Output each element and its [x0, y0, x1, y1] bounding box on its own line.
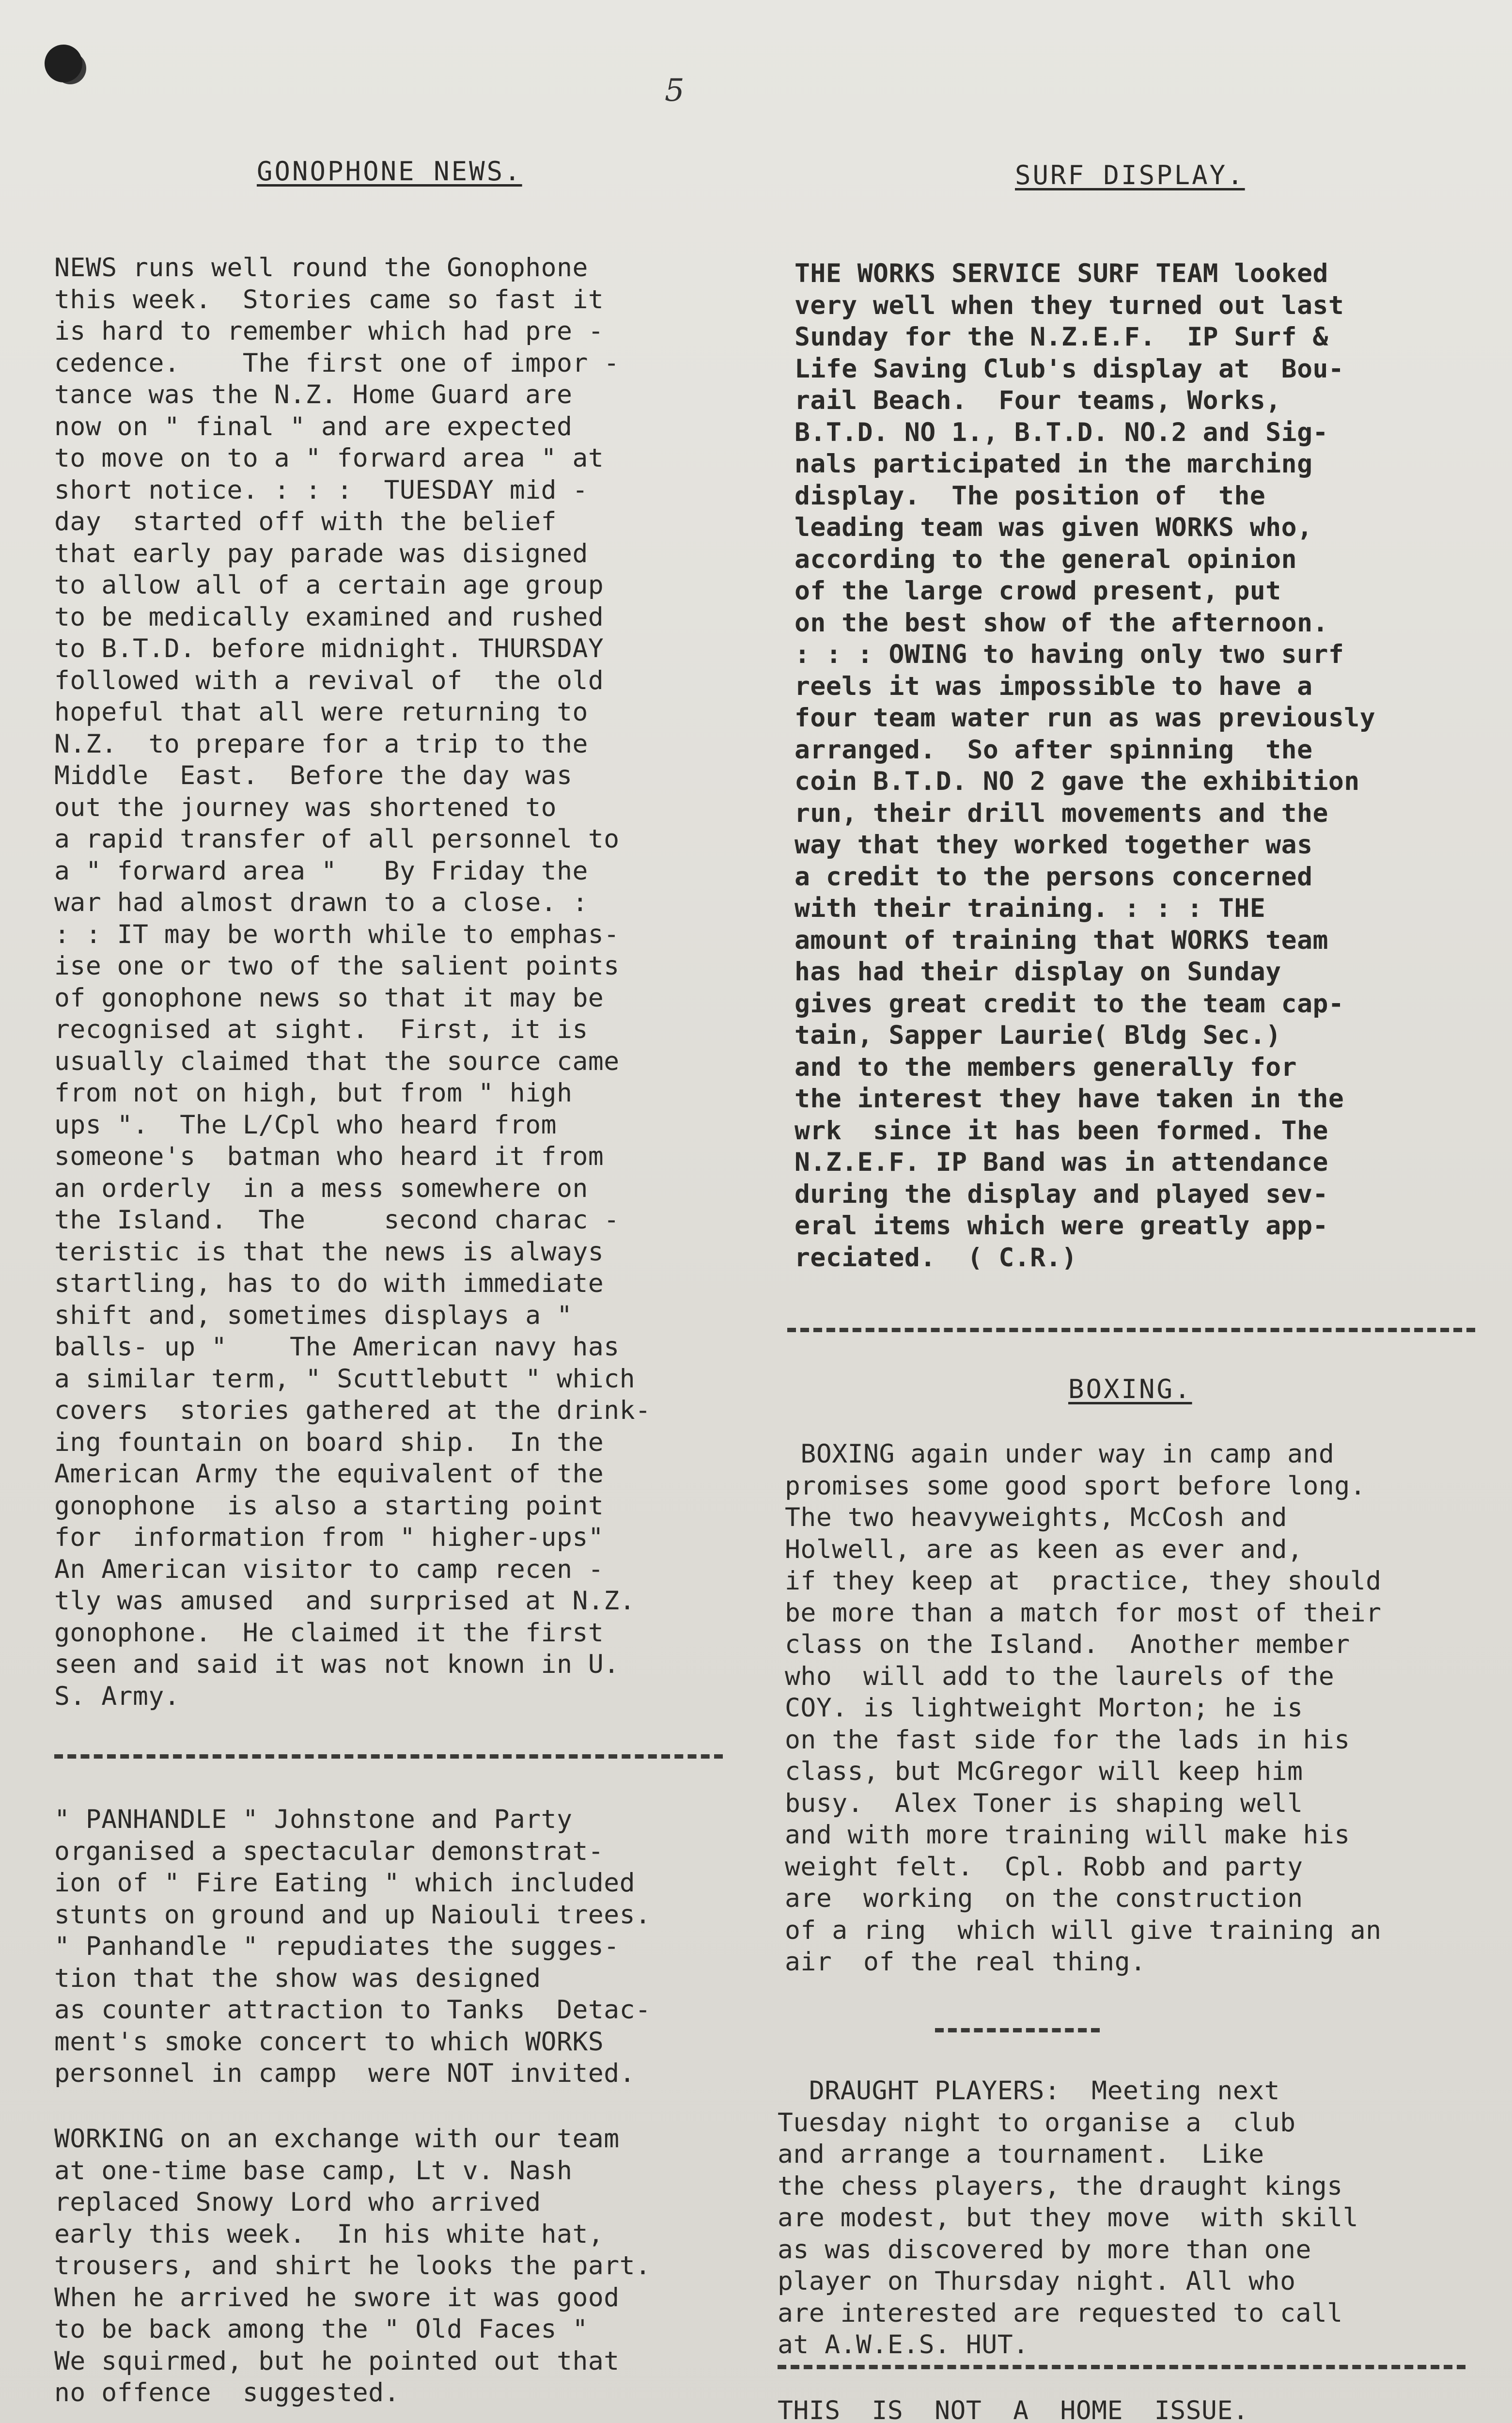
- footer-note: THIS IS NOT A HOME ISSUE.: [778, 2396, 1249, 2423]
- boxing-article: BOXING again under way in camp and promises some good sport before long. The two heavyweights, McCosh and Holwell, are as keen as ever and, if they keep at practice, they should be more than a match for most of their class on the Island. Another member who will add to the laurels of the COY. is lightweight Morton; he is on the fast side for the lads in his class, but McGregor will keep him busy. Alex Toner is shaping well and with more training will make his weight felt. Cpl. Robb and party are working on the construction of a ring which will give training an air of the real thing.: [785, 1439, 1382, 1977]
- short-divider: [935, 2028, 1100, 2032]
- draught-article: DRAUGHT PLAYERS: Meeting next Tuesday night to organise a club and arrange a tournament. Like the chess players, the draught kings are modest, but they move with skill as was discovered by more than one player on Thursday night. All who are interested are requested to call at A.W.E.S. HUT.: [778, 2076, 1359, 2360]
- right-divider: [787, 1328, 1475, 1332]
- punch-hole: [45, 45, 82, 82]
- footer-divider: [778, 2365, 1465, 2369]
- working-article: WORKING on an exchange with our team at one-time base camp, Lt v. Nash replaced Snowy Lord who arrived early this week. In his white hat, trousers, and shirt he looks the part. When he arrived he swore it was good to be back among the " Old Faces " We squirmed, but he pointed out that no offence suggested.: [54, 2124, 651, 2407]
- left-divider: [54, 1754, 723, 1759]
- boxing-heading: BOXING.: [1068, 1374, 1192, 1404]
- panhandle-article: " PANHANDLE " Johnstone and Party organised a spectacular demonstrat- ion of " Fire Eating " which included stunts on ground and up Naiouli trees. " Panhandle " repudiates the sugges- tion that the show was designed as counter attraction to Tanks Detac- ment's smoke concert to which WORKS personnel in campp were NOT invited.: [54, 1805, 651, 2088]
- gonophone-article: NEWS runs well round the Gonophone this week. Stories came so fast it is hard to remember which had pre - cedence. The first one of impor - tance was the N.Z. Home Guard are now on " final " and are expected to move on to a " forward area " at short notice. : : : TUESDAY mid - day started off with the belief that early pay parade was disigned to allow all of a certain age group to be medically examined and rushed to B.T.D. before midnight. THURSDAY followed with a revival of the old hopeful that all were returning to N.Z. to prepare for a trip to the Middle East. Before the day was out the journey was shortened to a rapid transfer of all personnel to a " forward area " By Friday the war had almost drawn to a close. : : : IT may be worth while to emphas- ise one or two of the salient points of gonophone news so that it may be recognised at sight. First, it is usually claimed that the source came from not on high, but from " high ups ". The L/Cpl who heard from someone's batman who heard it from an orderly in a mess somewhere on the Island. The second charac - teristic is that the news is always startling, has to do with immediate shift and, sometimes displays a " balls- up " The American navy has a similar term, " Scuttlebutt " which covers stories gathered at the drink- ing fountain on board ship. In the American Army the equivalent of the gonophone is also a starting point for information from " higher-ups" An American visitor to camp recen - tly was amused and surprised at N.Z. gonophone. He claimed it the first seen and said it was not known in U. S. Army.: [54, 253, 651, 1711]
- gonophone-heading: GONOPHONE NEWS.: [257, 156, 522, 187]
- page-number: 5: [665, 73, 685, 109]
- surf-article: THE WORKS SERVICE SURF TEAM looked very well when they turned out last Sunday for the N.Z.E.F. IP Surf & Life Saving Club's display at Bou- rail Beach. Four teams, Works, B.T.D. NO 1., B.T.D. NO.2 and Sig- nals participated in the marching display. The position of the leading team was given WORKS who, according to the general opinion of the large crowd present, put on the best show of the afternoon. : : : OWING to having only two surf reels it was impossible to have a four team water run as was previously arranged. So after spinning the coin B.T.D. NO 2 gave the exhibition run, their drill movements and the way that they worked together was a credit to the persons concerned with their training. : : : THE amount of training that WORKS team has had their display on Sunday gives great credit to the team cap- tain, Sapper Laurie( Bldg Sec.) and to the members generally for the interest they have taken in the wrk since it has been formed. The N.Z.E.F. IP Band was in attendance during the display and played sev- eral items which were greatly app- reciated. ( C.R.): [795, 259, 1376, 1273]
- surf-heading: SURF DISPLAY.: [1015, 160, 1245, 190]
